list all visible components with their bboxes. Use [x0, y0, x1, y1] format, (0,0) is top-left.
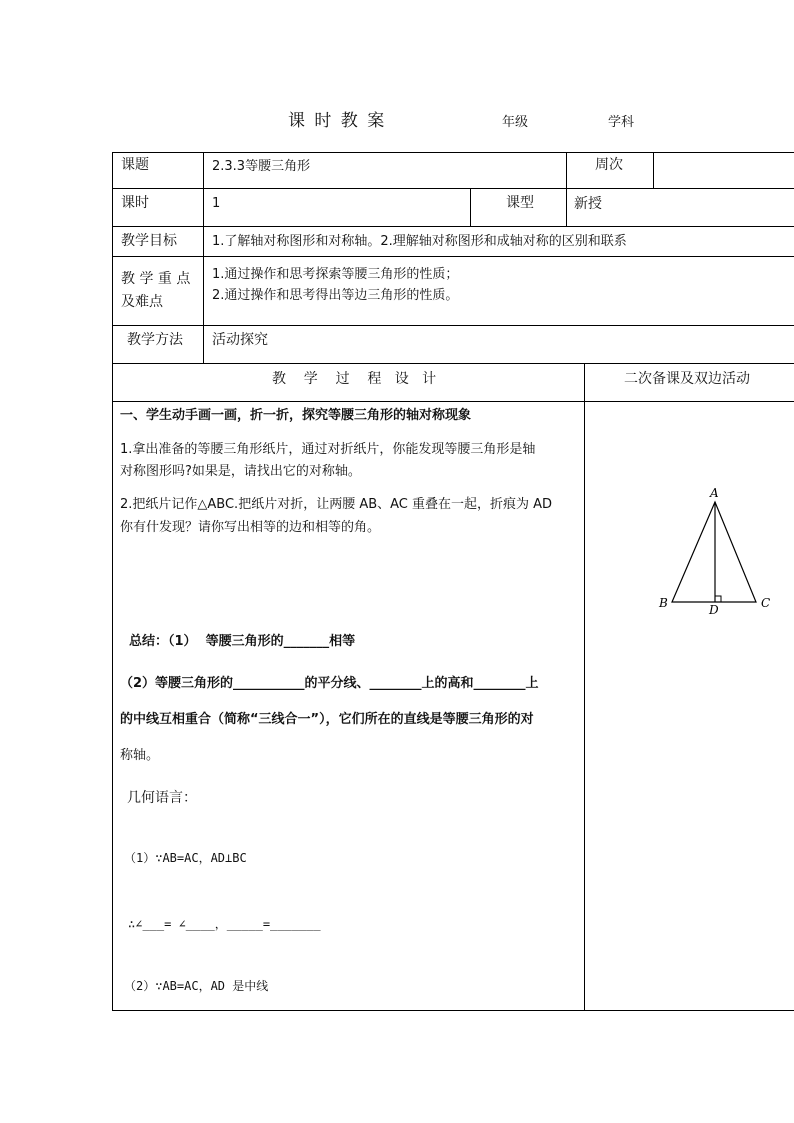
vertex-label-b: B — [659, 596, 668, 610]
side-header: 二次备课及双边活动 — [624, 371, 750, 387]
question2-line2: 你有什发现？请你写出相等的边和相等的角。 — [120, 520, 381, 535]
grade-label: 年级 — [502, 115, 529, 130]
right-angle-mark — [715, 596, 721, 602]
question1-line1: 1.拿出准备的等腰三角形纸片，通过对折纸片，你能发现等腰三角形是轴 — [120, 442, 536, 457]
triangle-abc — [672, 502, 756, 602]
key-label-line2: 及难点 — [121, 294, 163, 310]
goal-label: 教学目标 — [121, 233, 177, 249]
key-label-line1: 教 学 重 点 — [121, 271, 191, 287]
topic-value: 2.3.3等腰三角形 — [212, 159, 311, 174]
hours-label: 课时 — [121, 195, 149, 211]
vertex-label-a: A — [710, 486, 719, 500]
summary-line1: 总结：（1） 等腰三角形的_______相等 — [129, 634, 356, 649]
key-value-line2: 2.通过操作和思考得出等边三角形的性质。 — [212, 288, 459, 303]
method-value: 活动探究 — [212, 332, 268, 348]
subject-label: 学科 — [608, 115, 635, 130]
geometry-statement-2: （2）∵AB=AC，AD 是中线 — [124, 979, 269, 993]
summary-line4: 称轴。 — [120, 748, 160, 763]
key-value-line1: 1.通过操作和思考探索等腰三角形的性质； — [212, 267, 459, 282]
type-label: 课型 — [506, 195, 534, 211]
week-label: 周次 — [595, 157, 623, 173]
topic-label: 课题 — [121, 157, 149, 173]
question1-line2: 对称图形吗?如果是，请找出它的对称轴。 — [120, 464, 361, 479]
page-title: 课 时 教 案 — [288, 111, 387, 131]
geometry-statement-1: （1）∵AB=AC，AD⊥BC — [124, 851, 247, 865]
goal-value: 1.了解轴对称图形和对称轴。2.理解轴对称图形和成轴对称的区别和联系 — [212, 234, 627, 249]
geometry-conclusion-1: ∴∠___= ∠____，_____=_______ — [128, 917, 321, 931]
section1-heading: 一、学生动手画一画，折一折，探究等腰三角形的轴对称现象 — [120, 408, 472, 423]
process-header: 教 学 过 程 设 计 — [272, 371, 437, 387]
summary-line3: 的中线互相重合（简称“三线合一”），它们所在的直线是等腰三角形的对 — [120, 712, 534, 727]
summary-line2: （2）等腰三角形的___________的平分线、________上的高和________上 — [120, 676, 539, 691]
hours-value: 1 — [212, 196, 221, 211]
vertex-label-c: C — [761, 596, 771, 610]
foot-label-d: D — [709, 603, 719, 617]
question2-line1: 2.把纸片记作△ABC.把纸片对折，让两腰 AB、AC 重叠在一起，折痕为 AD — [120, 497, 553, 512]
method-label: 教学方法 — [127, 332, 183, 348]
type-value: 新授 — [574, 196, 602, 212]
geometry-language-label: 几何语言： — [127, 790, 197, 806]
isosceles-triangle-figure — [655, 484, 775, 619]
